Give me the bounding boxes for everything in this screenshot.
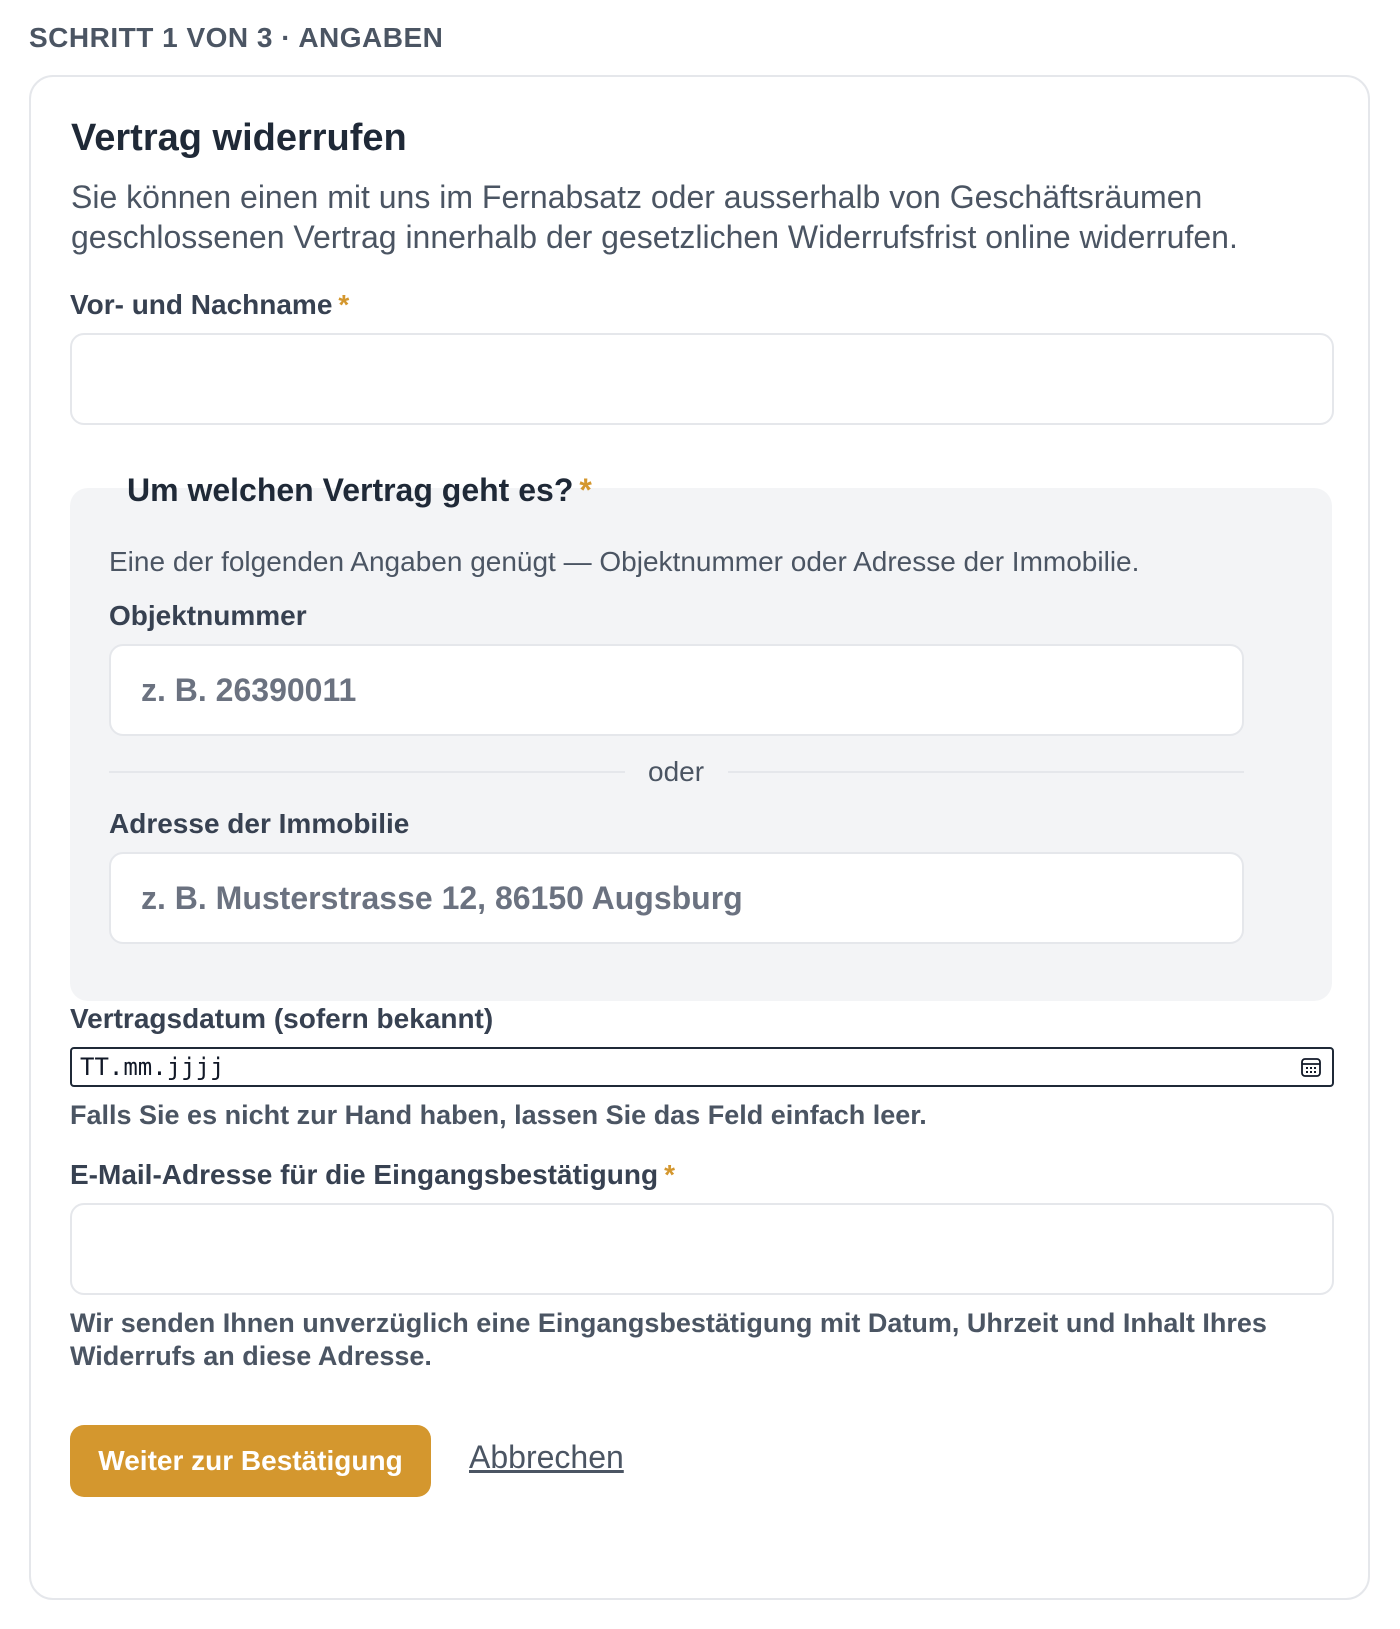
email-label	[70, 1159, 675, 1191]
form-intro: Sie können einen mit uns im Fernabsatz oder ausserhalb von Geschäftsräumen geschlossenen Vertrag innerhalb der gesetzlichen Widerrufsfrist online widerrufen.	[71, 179, 1238, 255]
object-number-label: Objektnummer	[109, 600, 307, 631]
name-input[interactable]	[70, 333, 1334, 425]
email-help: Wir senden Ihnen unverzüglich eine Eingangsbestätigung mit Datum, Uhrzeit und Inhalt Ihres Widerrufs an diese Adresse.	[70, 1308, 1267, 1371]
divider-line-right	[728, 771, 1244, 773]
step-indicator: SCHRITT 1 VON 3 · ANGABEN	[29, 22, 444, 53]
withdrawal-form-card	[29, 75, 1370, 1600]
contract-group-hint: Eine der folgenden Angaben genügt — Objektnummer oder Adresse der Immobilie.	[109, 546, 1140, 577]
form-title: Vertrag widerrufen	[71, 117, 407, 159]
calendar-icon[interactable]	[1300, 1056, 1322, 1078]
contract-group	[70, 488, 1332, 1001]
contract-date-input[interactable]	[70, 1047, 1334, 1087]
required-marker: *	[579, 472, 592, 508]
email-label-text: E-Mail-Adresse für die Eingangsbestätigung	[70, 1159, 659, 1190]
address-input[interactable]	[109, 852, 1244, 944]
contract-group-legend	[121, 472, 598, 509]
contract-date-help: Falls Sie es nicht zur Hand haben, lassen Sie das Feld einfach leer.	[70, 1100, 927, 1130]
contract-group-legend-text: Um welchen Vertrag geht es?	[127, 472, 574, 508]
divider-line-left	[109, 771, 625, 773]
required-marker: *	[338, 289, 350, 320]
name-label-text: Vor- und Nachname	[70, 289, 333, 320]
contract-date-placeholder: TT.mm.jjjj	[80, 1053, 225, 1081]
cancel-link[interactable]: Abbrechen	[469, 1439, 624, 1475]
object-number-input[interactable]	[109, 644, 1244, 736]
contract-date-label: Vertragsdatum (sofern bekannt)	[70, 1003, 494, 1034]
name-label	[70, 289, 349, 321]
email-input[interactable]	[70, 1203, 1334, 1295]
divider-or: oder	[648, 756, 705, 787]
continue-button[interactable]: Weiter zur Bestätigung	[70, 1425, 431, 1497]
required-marker: *	[664, 1159, 675, 1190]
address-label: Adresse der Immobilie	[109, 808, 410, 839]
